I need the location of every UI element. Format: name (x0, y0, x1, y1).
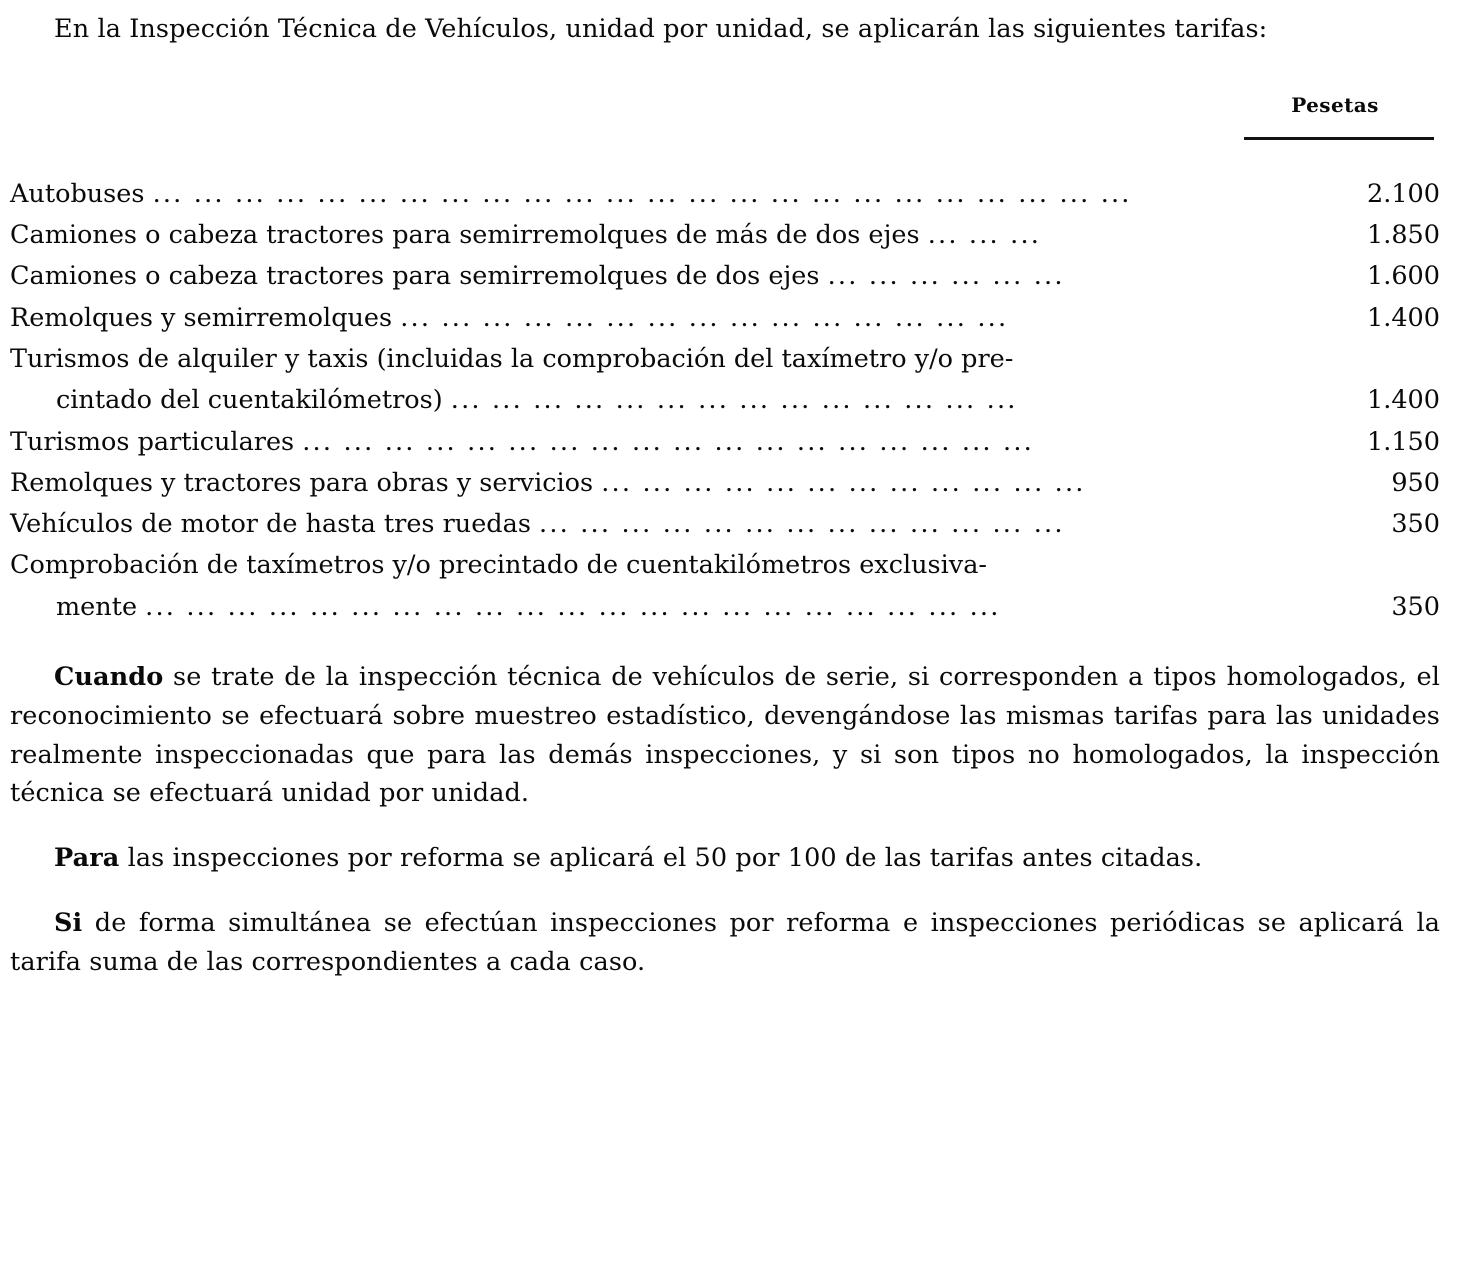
tariff-description (10, 339, 1290, 422)
tariff-label: Comprobación de taxímetros y/o precintado de cuentakilómetros exclusiva- (10, 550, 988, 581)
leader-dots: ... ... ... ... ... ... ... ... ... ... ... ... (601, 467, 1086, 498)
tariff-amount: 350 (1391, 509, 1440, 540)
tariff-amount: 1.600 (1366, 261, 1440, 292)
tariff-label: Remolques y tractores para obras y servicios (10, 467, 594, 498)
tariff-amount: 2.100 (1366, 178, 1440, 209)
tariff-amount: 350 (1391, 591, 1440, 622)
tariff-description (10, 504, 1290, 545)
tariff-label: Autobuses (10, 178, 145, 209)
paragraph-text: las inspecciones por reforma se aplicará el 50 por 100 de las tarifas antes citadas. (119, 843, 1203, 874)
leader-dots: ... ... ... ... ... ... ... ... ... ... ... ... ... (539, 509, 1065, 540)
tariff-label-continuation (10, 587, 1290, 628)
paragraph-lead: Para (54, 843, 120, 874)
tariff-label: Camiones o cabeza tractores para semirremolques de dos ejes (10, 261, 820, 292)
intro-paragraph: En la Inspección Técnica de Vehículos, unidad por unidad, se aplicarán las siguientes tarifas: (54, 14, 1268, 44)
header-rule (1244, 137, 1434, 140)
tariff-amount: 950 (1391, 467, 1440, 498)
tariff-amount: 1.400 (1366, 302, 1440, 333)
paragraph-text: de forma simultánea se efectúan inspecciones por reforma e inspecciones periódicas se aplicará la tarifa suma de las correspondientes a cada caso. (10, 907, 1440, 977)
paragraph-lead: Cuando (54, 662, 164, 693)
tariff-label: Turismos particulares (10, 426, 295, 457)
tariff-table (10, 174, 1440, 628)
table-row (10, 504, 1440, 545)
paragraph-cuando (10, 658, 1440, 813)
table-row (10, 339, 1440, 422)
tariff-description (10, 215, 1290, 256)
tariff-description (10, 256, 1290, 297)
tariff-amount: 1.850 (1366, 220, 1440, 251)
table-row (10, 422, 1440, 463)
tariff-description (10, 174, 1290, 215)
leader-dots: ... ... ... ... ... ... ... ... ... ... ... ... ... ... ... (400, 302, 1009, 333)
paragraph-lead: Si (54, 907, 83, 938)
tariff-label: Turismos de alquiler y taxis (incluidas la comprobación del taxímetro y/o pre- (10, 343, 1014, 374)
tariff-description (10, 463, 1290, 504)
tariff-label: Vehículos de motor de hasta tres ruedas (10, 509, 531, 540)
tariff-description (10, 545, 1290, 628)
leader-dots: ... ... ... ... ... ... ... ... ... ... ... ... ... ... ... ... ... ... (302, 426, 1034, 457)
paragraph-text: se trate de la inspección técnica de vehículos de serie, si corresponden a tipos homologados, el reconocimiento se efectuará sobre muestreo estadístico, devengándose las mismas tarifas para las unidades realmente inspeccionadas que para las demás inspecciones, y si son tipos no homologados, la inspección técnica se efectuará unidad por unidad. (10, 662, 1440, 809)
paragraph-si (10, 904, 1440, 982)
tariff-amount: 1.400 (1366, 385, 1440, 416)
leader-dots: ... ... ... ... ... ... ... ... ... ... ... ... ... ... ... ... ... ... ... ... ... ... ... ... (152, 178, 1132, 209)
currency-header: Pesetas (1291, 92, 1379, 117)
tariff-label-line2: mente (56, 591, 138, 622)
tariff-table-header (10, 93, 1440, 117)
tariff-description (10, 298, 1290, 339)
tariff-label-line2: cintado del cuentakilómetros) (56, 385, 443, 416)
table-row (10, 545, 1440, 628)
tariff-label-continuation (10, 380, 1290, 421)
paragraph-para (10, 839, 1440, 878)
table-row (10, 463, 1440, 504)
leader-dots: ... ... ... ... ... ... ... ... ... ... ... ... ... ... ... ... ... ... ... ... ... (145, 591, 1001, 622)
tariff-label: Remolques y semirremolques (10, 302, 393, 333)
table-row (10, 215, 1440, 256)
table-row (10, 298, 1440, 339)
tariff-amount: 1.150 (1366, 426, 1440, 457)
leader-dots: ... ... ... (927, 220, 1042, 251)
tariff-description (10, 422, 1290, 463)
table-row (10, 256, 1440, 297)
table-row (10, 174, 1440, 215)
leader-dots: ... ... ... ... ... ... ... ... ... ... ... ... ... ... (450, 385, 1018, 416)
tariff-label: Camiones o cabeza tractores para semirremolques de más de dos ejes (10, 220, 920, 251)
closing-paragraphs (10, 658, 1440, 981)
leader-dots: ... ... ... ... ... ... (827, 261, 1065, 292)
